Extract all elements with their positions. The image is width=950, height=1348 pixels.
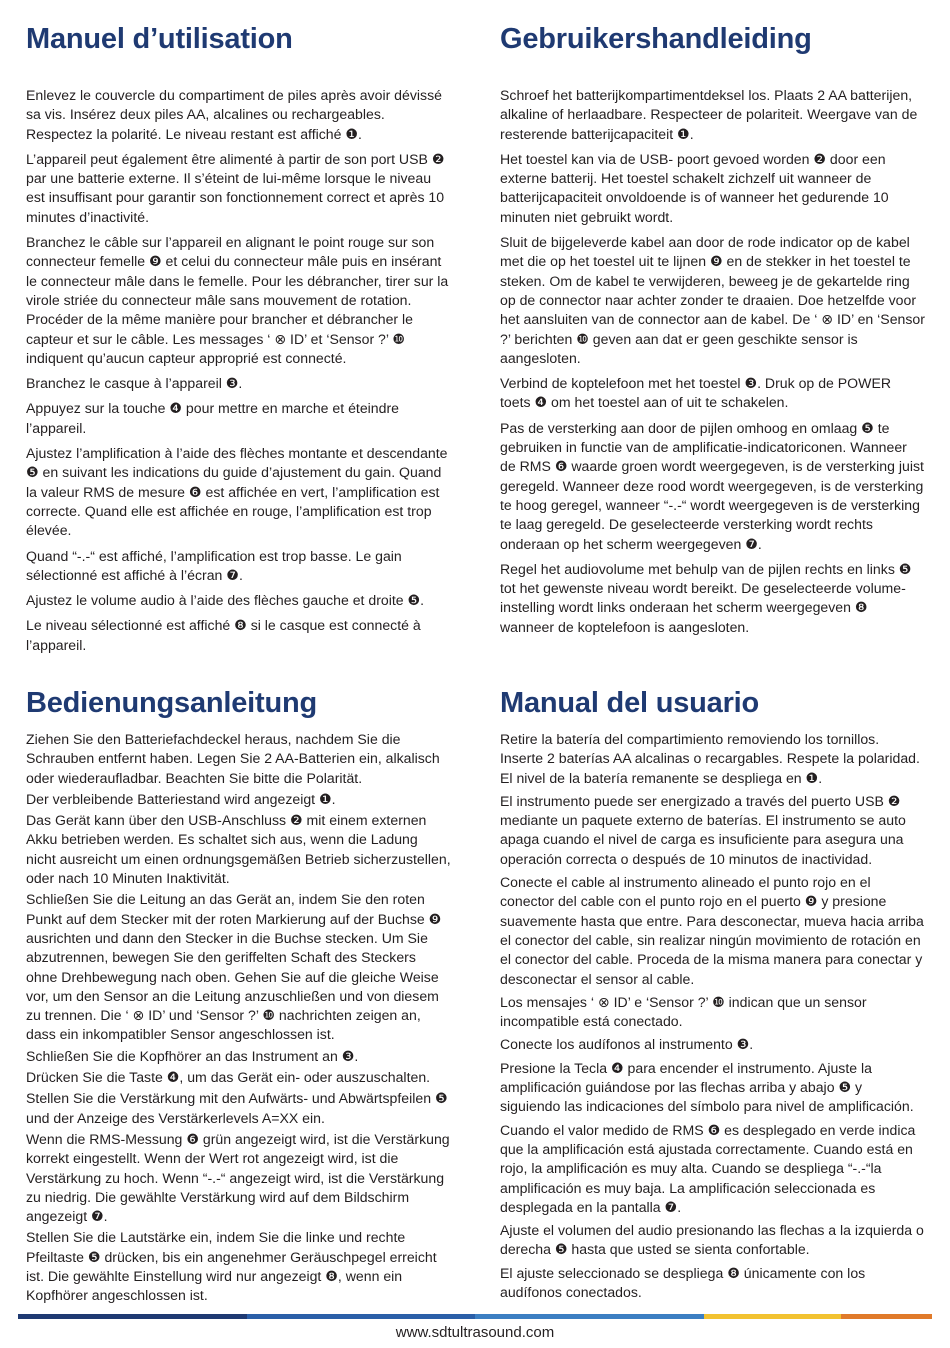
- paragraph: L’appareil peut également être alimenté à partir de son port USB ❷ par une batterie externe. Il s’éteint de lui-même lorsque le niveau est insuffisant pour garantir son fonctionnement correct et après 10 minutes d’inactivité.: [26, 150, 445, 225]
- paragraph: Le niveau sélectionné est affiché ❽ si le casque est connecté à l’appareil.: [26, 617, 421, 653]
- paragraph: Sluit de bijgeleverde kabel aan door de rode indicator op de kabel met die op het toestel uit te lijnen ❾ en de stekker in het toestel te steken. Om de kabel te verwijderen, beweeg je de gekartelde ring op de connector naar achter zonder te draaien. Doe hetzelfde voor het aansluiten van de connector aan de kabel. De ‘ ⊗ ID’ en ‘Sensor ?’ berichten ❿ geven aan dat er geen geschikte sensor is aangesloten.: [500, 234, 925, 366]
- paragraph: Branchez le câble sur l’appareil en alignant le point rouge sur son connecteur femelle ❾ et celui du connecteur mâle puis en insérant le connecteur mâle dans le femelle. Pour les débrancher, tirer sur la virole striée du connecteur mâle sans mouvement de rotation. Procéder de la même manière pour brancher et débrancher le capteur et sur le câble. Les messages ‘ ⊗ ID’ et ‘Sensor ?’ ❿ indiquent qu’aucun capteur approprié est connecté.: [26, 234, 449, 366]
- section-title: Gebruikershandleiding: [500, 23, 812, 55]
- paragraph: Los mensajes ‘ ⊗ ID’ e ‘Sensor ?’ ❿ indican que un sensor incompatible está conectado.: [500, 993, 867, 1030]
- paragraph: Stellen Sie die Lautstärke ein, indem Sie die linke und rechte Pfeiltaste ❺ drücken, bis ein angenehmer Geräuschpegel erreicht ist. Die gewählte Einstellung wird nur angezeigt ❽, wenn ein Kopfhörer angeschlossen ist.: [26, 1229, 437, 1304]
- paragraph: Regel het audiovolume met behulp van de pijlen rechts en links ❺ tot het gewenste niveau wordt bereikt. De geselecteerde volume-instelling wordt links onderaan het scherm weergegeven ❽ wanneer de koptelefoon is aangesloten.: [500, 560, 912, 635]
- footer-bar-segment: [841, 1314, 932, 1319]
- footer-bar-segment: [704, 1314, 841, 1319]
- paragraph: Conecte los audífonos al instrumento ❸.: [500, 1036, 754, 1053]
- paragraph: Conecte el cable al instrumento alineado el punto rojo en el conector del cable con el punto rojo en el puerto ❾ y presione suavemente hasta que entre. Para desconectar, mueva hacia arriba el conector del cable, sin realizar ningún movimiento de rotación en el conector del cable. Proceda de la misma manera para conectar y desconectar el sensor al cable.: [500, 874, 924, 987]
- paragraph: Ajuste el volumen del audio presionando las flechas a la izquierda o derecha ❺ hasta que usted se sienta confortable.: [500, 1222, 924, 1258]
- footer-website-link[interactable]: www.sdtultrasound.com: [395, 1324, 555, 1341]
- paragraph: Verbind de koptelefoon met het toestel ❸. Druk op de POWER toets ❹ om het toestel aan of uit te schakelen.: [500, 375, 892, 411]
- section-dutch: [500, 22, 925, 643]
- paragraph: Das Gerät kann über den USB-Anschluss ❷ mit einem externen Akku betrieben werden. Es schaltet sich aus, wenn die Ladung nicht ausreicht um einen ordnungsgemäßen Betrieb sicherzustellen, oder nach 10 Minuten Inaktivität.: [26, 812, 451, 887]
- section-spanish: [500, 686, 925, 1306]
- footer-color-bar: [18, 1314, 932, 1319]
- section-title: Manual del usuario: [500, 687, 760, 719]
- section-title: Manuel d’utilisation: [26, 23, 293, 55]
- paragraph: Branchez le casque à l’appareil ❸.: [26, 375, 243, 392]
- paragraph: Der verbleibende Batteriestand wird angezeigt ❶.: [26, 790, 336, 807]
- paragraph: Quand “-.-“ est affiché, l’amplification est trop basse. Le gain sélectionné est affiché à l’écran ❼.: [26, 547, 402, 583]
- section-french: [26, 22, 451, 661]
- footer-bar-segment: [475, 1314, 704, 1319]
- section-german: [26, 686, 451, 1308]
- footer-bar-segment: [247, 1314, 476, 1319]
- paragraph: Ajustez l’amplification à l’aide des flèches montante et descendante ❺ en suivant les indications du guide d’ajustement du gain. Quand la valeur RMS de mesure ❻ est affichée en vert, l’amplification est correcte. Quand elle est affichée en rouge, l’amplification est trop élevée.: [26, 445, 448, 539]
- paragraph: Presione la Tecla ❹ para encender el instrumento. Ajuste la amplificación guiándose por las flechas arriba y abajo ❺ y siguiendo las indicaciones del símbolo para nivel de amplificación.: [500, 1059, 914, 1115]
- paragraph: Retire la batería del compartimiento removiendo los tornillos. Inserte 2 baterías AA alcalinas o recargables. Respete la polaridad. El nivel de la batería remanente se despliega en ❶.: [500, 731, 920, 786]
- paragraph: Wenn die RMS-Messung ❻ grün angezeigt wird, ist die Verstärkung korrekt eingestellt. Wenn der Wert rot angezeigt wird, ist die Verstärkung zu hoch. Wenn “-.-“ angezeigt wird, ist die Verstärkung zu niedrig. Die gewählte Verstärkung wird auf dem Bildschirm angezeigt ❼.: [26, 1130, 450, 1225]
- paragraph: El ajuste seleccionado se despliega ❽ únicamente con los audífonos conectados.: [500, 1264, 866, 1301]
- paragraph: Pas de versterking aan door de pijlen omhoog en omlaag ❺ te gebruiken in functie van de amplificatie-indicatoriconen. Wanneer de RMS ❻ waarde groen wordt weergegeven, is de versterking juist geregeld. Wanneer deze rood wordt weergegeven, is de versterking te hoog geregel, wanneer “-.-“ wordt weergegeven is de versterking te laag geregeld. De geselecteerde versterking wordt rechts onderaan op het scherm weergegeven ❼.: [500, 419, 924, 552]
- paragraph: Schroef het batterijkompartimentdeksel los. Plaats 2 AA batterijen, alkaline of herlaadbare. Respecteer de polariteit. Weergave van de resterende batterijcapaciteit ❶.: [500, 87, 918, 142]
- paragraph: Schließen Sie die Kopfhörer an das Instrument an ❸.: [26, 1047, 359, 1064]
- paragraph: Ajustez le volume audio à l’aide des flèches gauche et droite ❺.: [26, 592, 425, 609]
- paragraph: Appuyez sur la touche ❹ pour mettre en marche et éteindre l’appareil.: [26, 400, 400, 436]
- paragraph: Drücken Sie die Taste ❹, um das Gerät ein- oder auszuschalten.: [26, 1069, 431, 1086]
- paragraph: Cuando el valor medido de RMS ❻ es desplegado en verde indica que la amplificación está ajustada correctamente. Cuando está en rojo, la amplificación es muy alta. Cuando se despliega “-.-“la amplificación es muy baja. La amplificación seleccionada es desplegada en la pantalla ❼.: [500, 1121, 916, 1215]
- paragraph: El instrumento puede ser energizado a través del puerto USB ❷ mediante un paquete externo de baterías. El instrumento se auto apaga cuando el nivel de carga es insuficiente para asegura una operación correcta o después de 10 minutos de inactividad.: [500, 792, 906, 867]
- paragraph: Schließen Sie die Leitung an das Gerät an, indem Sie den roten Punkt auf dem Stecker mit der roten Markierung auf der Buchse ❾ ausrichten und dann den Stecker in die Buchse stecken. Um Sie abzutrennen, bewegen Sie den geriffelten Schaft des Steckers ohne Drehbewegung nach oben. Gehen Sie auf die gleiche Weise vor, um den Sensor an die Leitung anzuschließen und von diesem zu trennen. Die ‘ ⊗ ID’ und ‘Sensor ?’ ❿ nachrichten zeigen an, dass ein inkompatibler Sensor angeschlossen ist.: [26, 891, 442, 1043]
- paragraph: Enlevez le couvercle du compartiment de piles après avoir dévissé sa vis. Insérez deux piles AA, alcalines ou rechargeables. Respectez la polarité. Le niveau restant est affiché ❶.: [26, 87, 442, 142]
- paragraph: Het toestel kan via de USB- poort gevoed worden ❷ door een externe batterij. Het toestel schakelt zichzelf uit wanneer de batterijcapaciteit onvoldoende is of wanneer het gedurende 10 minuten niet gebruikt wordt.: [500, 150, 889, 225]
- paragraph: Stellen Sie die Verstärkung mit den Aufwärts- und Abwärtspfeilen ❺ und der Anzeige des Verstärkerlevels A=XX ein.: [26, 1090, 448, 1126]
- paragraph: Ziehen Sie den Batteriefachdeckel heraus, nachdem Sie die Schrauben entfernt haben. Legen Sie 2 AA-Batterien ein, alkalisch oder wiederaufladbar. Beachten Sie bitte die Polarität.: [26, 731, 440, 786]
- section-title: Bedienungsanleitung: [26, 687, 318, 719]
- footer-bar-segment: [18, 1314, 247, 1319]
